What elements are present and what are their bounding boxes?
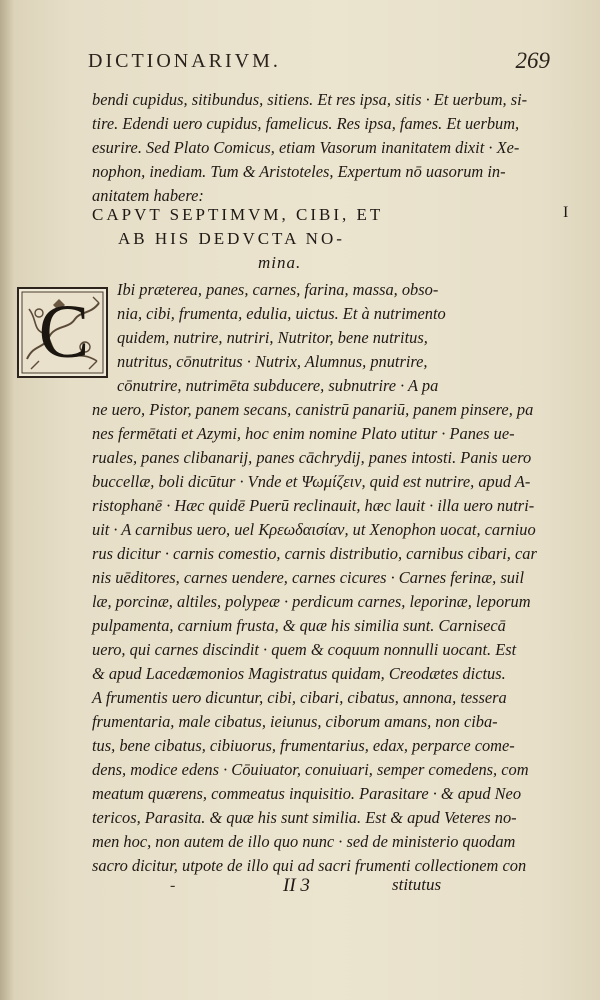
footer-dash: - xyxy=(170,877,176,894)
catchword: stitutus xyxy=(392,875,442,894)
text-line: frumentaria, male cibatus, ieiunus, ciborum amans, non ciba- xyxy=(92,712,498,731)
text-line: men hoc, non autem de illo quo nunc · sed de ministerio quodam xyxy=(92,832,516,851)
page-gutter-shadow xyxy=(0,0,14,1000)
text-line: Ibi præterea, panes, carnes, farina, massa, obso- xyxy=(117,280,439,299)
text-line: buccellæ, boli dicūtur · Vnde et Ψωμίζειν, quid est nutrire, apud A- xyxy=(92,472,531,491)
text-line: nes fermētati et Azymi, hoc enim nomine Plato utitur · Panes ue- xyxy=(92,424,515,443)
text-line: nis uēditores, carnes uendere, carnes cicures · Carnes ferinæ, suil xyxy=(92,568,525,587)
text-line: anitatem habere: xyxy=(92,186,204,205)
text-line: pulpamenta, carnium frusta, & quæ his similia sunt. Carnisecā xyxy=(92,616,506,635)
text-line: A frumentis uero dicuntur, cibi, cibari, cibatus, annona, tessera xyxy=(92,688,507,707)
text-line: & apud Lacedæmonios Magistratus quidam, Creodætes dictus. xyxy=(92,664,506,683)
text-line: meatum quærens, commeatus inquisitio. Parasitare · & apud Neo xyxy=(92,784,522,803)
page-footer xyxy=(0,877,600,903)
chapter-heading-line: AB HIS DEDVCTA NO- xyxy=(118,229,345,248)
chapter-number-mark: I xyxy=(563,204,569,221)
text-line: uero, qui carnes discindit · quem & coquum nonnulli uocant. Est xyxy=(92,640,517,659)
text-line: esurire. Sed Plato Comicus, etiam Vasorum inanitatem dixit · Xe- xyxy=(92,138,520,157)
text-line: ristophanē · Hæc quidē Puerū reclinauit, hæc lauit · illa uero nutri- xyxy=(92,496,535,515)
text-line: tericos, Parasita. & quæ his sunt similia. Est & apud Veteres no- xyxy=(92,808,517,827)
text-line: tire. Edendi uero cupidus, famelicus. Res ipsa, fames. Et uerbum, xyxy=(92,114,520,133)
initial-letter: C xyxy=(38,290,90,374)
text-line: tus, bene cibatus, cibiuorus, frumentarius, edax, perparce come- xyxy=(92,736,515,755)
text-line: ruales, panes clibanarij, panes cāchrydij, panes intosti. Panis uero xyxy=(92,448,532,467)
running-head xyxy=(88,48,558,78)
decorated-initial xyxy=(17,287,108,378)
text-line: nia, cibi, frumenta, edulia, uictus. Et à nutrimento xyxy=(117,304,446,323)
text-line: rus dicitur · carnis comestio, carnis distributio, carnibus cibari, car xyxy=(92,544,537,563)
page-number: 269 xyxy=(515,48,550,73)
chapter-heading-line: CAPVT SEPTIMVM, CIBI, ET xyxy=(92,205,384,224)
chapter-heading-line: mina. xyxy=(258,253,302,272)
text-line: sacro dicitur, utpote de illo qui ad sacri frumenti collectionem con xyxy=(92,856,527,875)
text-line: bendi cupidus, sitibundus, sitiens. Et res ipsa, sitis · Et uerbum, si- xyxy=(92,90,528,109)
text-line: quidem, nutrire, nutriri, Nutritor, bene nutritus, xyxy=(117,328,428,347)
text-line: cōnutrire, nutrimēta subducere, subnutrire · A pa xyxy=(117,376,439,395)
text-line: ne uero, Pistor, panem secans, canistrū panariū, panem pinsere, pa xyxy=(92,400,534,419)
running-title: DICTIONARIVM. xyxy=(88,50,281,72)
signature-mark: II 3 xyxy=(283,875,310,896)
text-line: læ, porcinæ, altiles, polypeæ · perdicum carnes, leporinæ, leporum xyxy=(92,592,531,611)
text-line: dens, modice edens · Cōuiuator, conuiuari, semper comedens, com xyxy=(92,760,529,779)
text-line: nophon, inediam. Tum & Aristoteles, Expertum nō uasorum in- xyxy=(92,162,506,181)
text-line: uit · A carnibus uero, uel Κρεωδαισίαν, ut Xenophon uocat, carniuo xyxy=(92,520,536,539)
text-line: nutritus, cōnutritus · Nutrix, Alumnus, pnutrire, xyxy=(117,352,428,371)
